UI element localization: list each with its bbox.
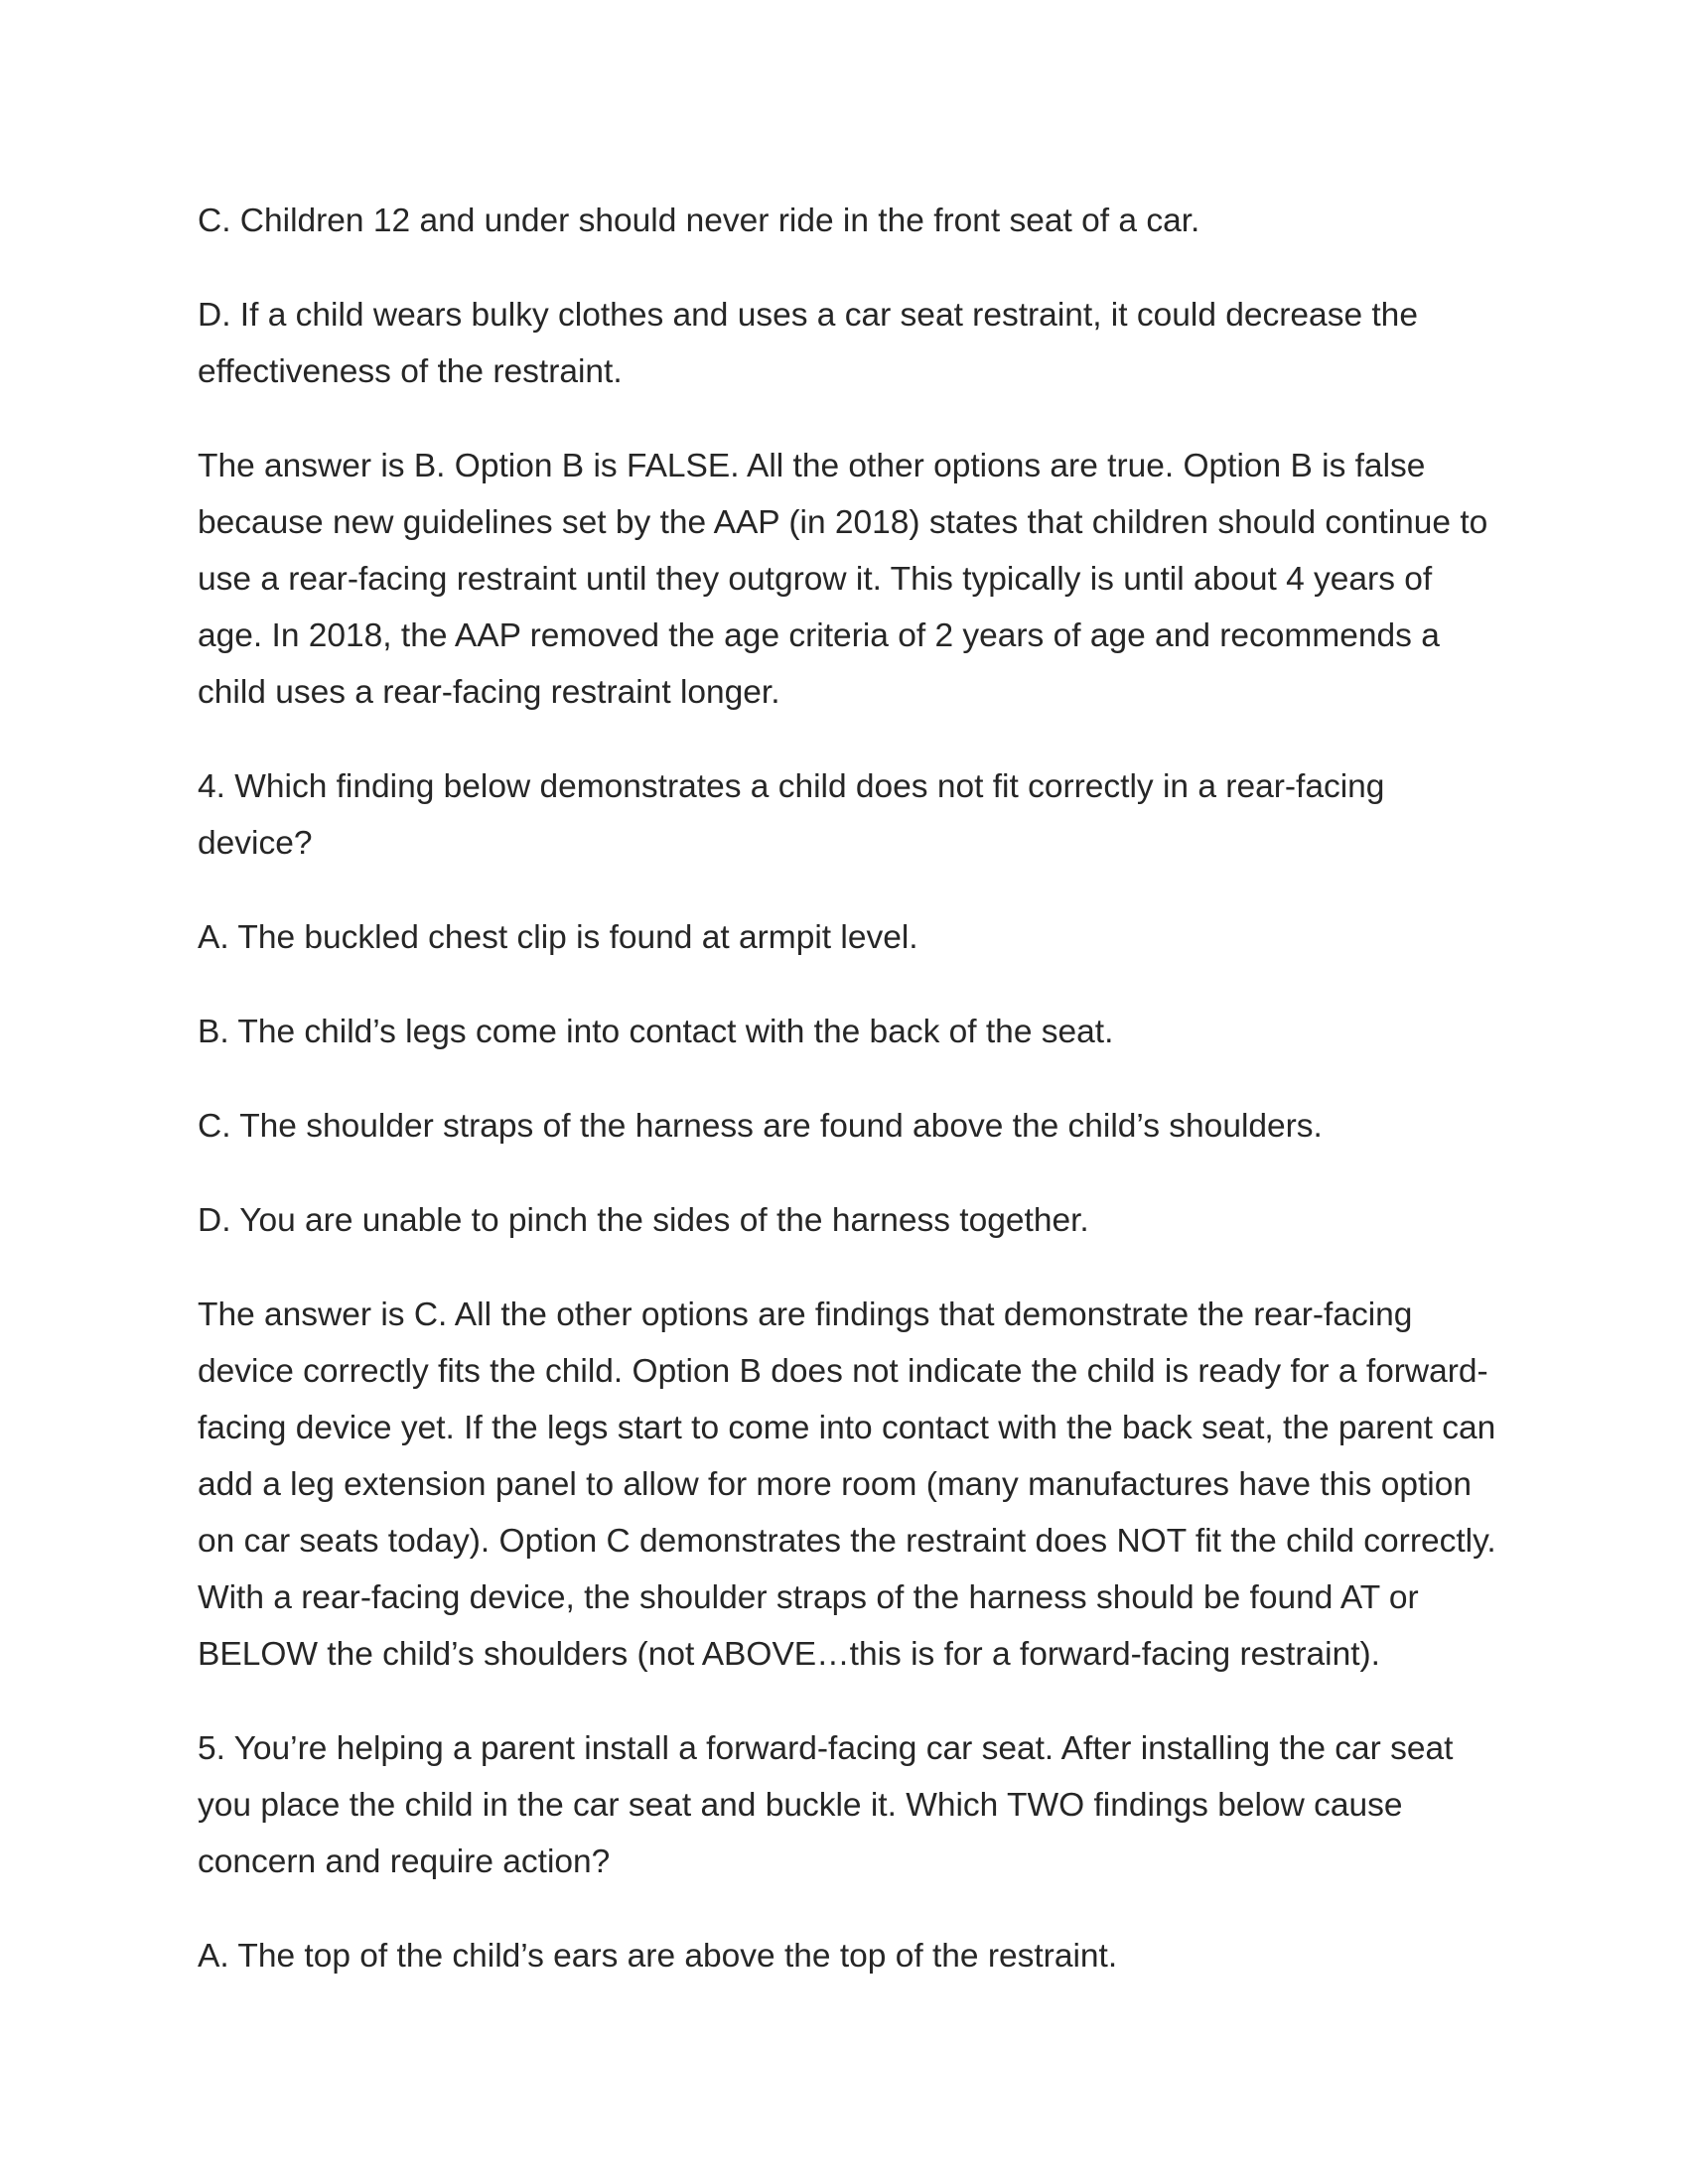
q4-option-b: B. The child’s legs come into contact with the back of the seat. bbox=[198, 1014, 1114, 1050]
answer-explanation-q4: The answer is C. All the other options are findings that demonstrate the rear-facing device correctly fits the child. Option B does not indicate the child is ready for a forward-facing device yet. If the legs start to come into contact with the back seat, the parent can add a leg extension panel to allow for more room (many manufactures have this option on car seats today). Option C demonstrates the restraint does NOT fit the child correctly. With a rear-facing device, the shoulder straps of the harness should be found AT or BELOW the child’s shoulders (not ABOVE…this is for a forward-facing restraint). bbox=[198, 1297, 1496, 1673]
q4-option-c: C. The shoulder straps of the harness are found above the child’s shoulders. bbox=[198, 1108, 1323, 1145]
question-5: 5. You’re helping a parent install a forward-facing car seat. After installing the car seat you place the child in the car seat and buckle it. Which TWO findings below cause concern and require action? bbox=[198, 1730, 1454, 1880]
question-4: 4. Which finding below demonstrates a child does not fit correctly in a rear-facing device? bbox=[198, 768, 1385, 862]
q5-option-a: A. The top of the child’s ears are above the top of the restraint. bbox=[198, 1938, 1118, 1975]
document-page bbox=[198, 193, 1498, 2022]
q4-option-a: A. The buckled chest clip is found at armpit level. bbox=[198, 919, 918, 956]
answer-explanation-q3: The answer is B. Option B is FALSE. All the other options are true. Option B is false because new guidelines set by the AAP (in 2018) states that children should continue to use a rear-facing restraint until they outgrow it. This typically is until about 4 years of age. In 2018, the AAP removed the age criteria of 2 years of age and recommends a child uses a rear-facing restraint longer. bbox=[198, 448, 1488, 711]
option-d-bulky-clothes: D. If a child wears bulky clothes and uses a car seat restraint, it could decrease the effectiveness of the restraint. bbox=[198, 297, 1418, 390]
q4-option-d: D. You are unable to pinch the sides of the harness together. bbox=[198, 1202, 1089, 1239]
option-c-front-seat: C. Children 12 and under should never ride in the front seat of a car. bbox=[198, 203, 1200, 239]
